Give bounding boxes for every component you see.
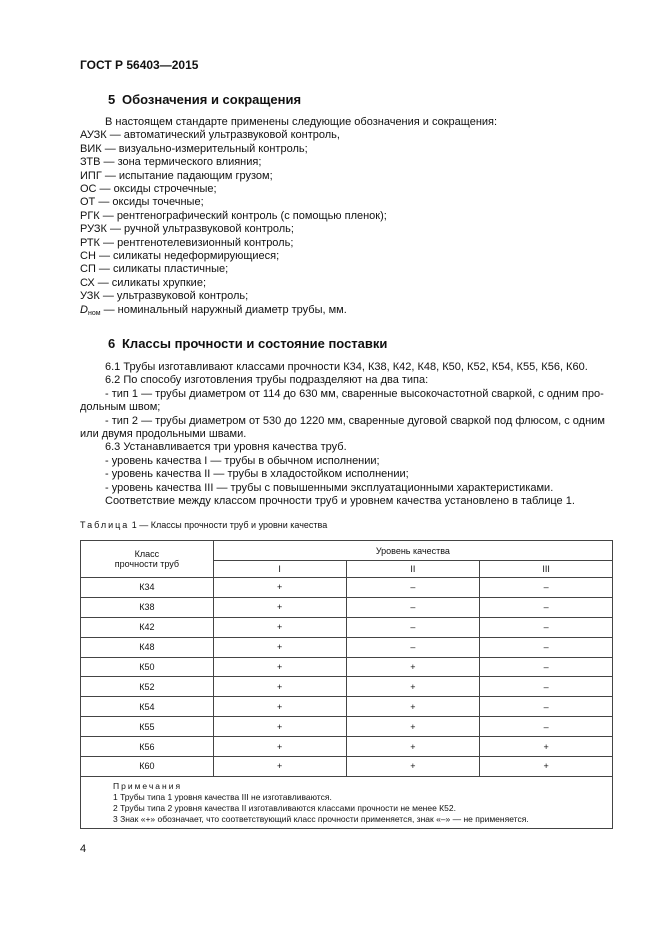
level-cell: – bbox=[346, 578, 480, 598]
level-cell: + bbox=[346, 677, 480, 697]
abbreviation-item: РУЗК — ручной ультразвуковой контроль; bbox=[80, 223, 294, 236]
table-row bbox=[81, 757, 613, 777]
level-cell: – bbox=[346, 617, 480, 637]
table-notes bbox=[81, 776, 613, 828]
paragraph-line: - уровень качества III — трубы с повышенными эксплуатационными характеристиками. bbox=[105, 481, 554, 494]
table-row bbox=[81, 657, 613, 677]
paragraph-line: или двумя продольными швами. bbox=[80, 428, 247, 441]
class-cell: К54 bbox=[81, 697, 214, 717]
table-caption-text: 1 — Классы прочности труб и уровни качества bbox=[129, 520, 328, 530]
level-cell: + bbox=[346, 757, 480, 777]
dnom-subscript: ном bbox=[87, 309, 101, 317]
table-header-row bbox=[81, 541, 613, 561]
level-cell: – bbox=[480, 578, 613, 598]
paragraph-line: дольным швом; bbox=[80, 401, 161, 414]
level-cell: – bbox=[480, 677, 613, 697]
note-item: 1 Трубы типа 1 уровня качества III не изготавливаются. bbox=[113, 791, 332, 802]
level-cell: + bbox=[480, 737, 613, 757]
level-cell: – bbox=[480, 637, 613, 657]
document-header: ГОСТ Р 56403—2015 bbox=[80, 58, 199, 72]
abbreviation-item: СХ — силикаты хрупкие; bbox=[80, 276, 206, 289]
level-cell: + bbox=[213, 717, 346, 737]
table-row bbox=[81, 578, 613, 598]
abbreviation-item: ЗТВ — зона термического влияния; bbox=[80, 156, 262, 169]
paragraph-line: - тип 2 — трубы диаметром от 530 до 1220 мм, сваренные дуговой сваркой под флюсом, с одним bbox=[105, 414, 605, 427]
abbreviation-item: РТК — рентгенотелевизионный контроль; bbox=[80, 236, 294, 249]
dnom-text: — номинальный наружный диаметр трубы, мм. bbox=[100, 303, 347, 316]
abbreviation-item: РГК — рентгенографический контроль (с помощью пленок); bbox=[80, 209, 387, 222]
abbreviation-item: АУЗК — автоматический ультразвуковой контроль, bbox=[80, 129, 340, 142]
class-column-header bbox=[81, 541, 214, 578]
notes-title: Примечания bbox=[113, 780, 183, 791]
class-cell: К34 bbox=[81, 578, 214, 598]
level-cell: – bbox=[346, 597, 480, 617]
section-6-title: Классы прочности и состояние поставки bbox=[122, 336, 388, 351]
class-cell: К42 bbox=[81, 617, 214, 637]
level-cell: – bbox=[480, 657, 613, 677]
level-cell: – bbox=[480, 617, 613, 637]
table-row bbox=[81, 697, 613, 717]
class-cell: К38 bbox=[81, 597, 214, 617]
level-cell: + bbox=[213, 737, 346, 757]
table-caption bbox=[80, 520, 327, 530]
class-cell: К50 bbox=[81, 657, 214, 677]
paragraph-line: 6.2 По способу изготовления трубы подразделяют на два типа: bbox=[105, 374, 429, 387]
section-6-heading bbox=[108, 336, 387, 351]
level-cell: + bbox=[346, 657, 480, 677]
level-cell: + bbox=[213, 578, 346, 598]
level-cell: + bbox=[213, 757, 346, 777]
level-cell: + bbox=[346, 697, 480, 717]
section-6-body bbox=[80, 361, 605, 508]
table-row bbox=[81, 617, 613, 637]
class-header-line2: прочности труб bbox=[114, 559, 180, 569]
table-row bbox=[81, 637, 613, 657]
paragraph-line: - уровень качества II — трубы в хладостойком исполнении; bbox=[105, 468, 409, 481]
level-cell: + bbox=[480, 757, 613, 777]
abbreviations-intro: В настоящем стандарте применены следующие обозначения и сокращения: bbox=[105, 116, 498, 128]
abbreviation-item: ИПГ — испытание падающим грузом; bbox=[80, 169, 273, 182]
level-cell: – bbox=[480, 717, 613, 737]
abbreviation-item: ОС — оксиды строчечные; bbox=[80, 183, 217, 196]
abbreviation-item: СН — силикаты недеформирующиеся; bbox=[80, 250, 280, 263]
paragraph-line: Соответствие между классом прочности труб и уровнем качества установлено в таблице 1. bbox=[105, 495, 575, 508]
section-6-number: 6 bbox=[108, 336, 116, 351]
abbreviation-item-dnom bbox=[80, 304, 600, 320]
abbreviation-item: УЗК — ультразвуковой контроль; bbox=[80, 290, 249, 303]
abbreviations-list bbox=[80, 116, 600, 320]
page-number: 4 bbox=[80, 843, 87, 855]
table-caption-word: Таблица bbox=[80, 520, 130, 530]
table-notes-row bbox=[81, 776, 613, 828]
class-cell: К52 bbox=[81, 677, 214, 697]
paragraph-line: - уровень качества I — трубы в обычном исполнении; bbox=[105, 454, 380, 467]
paragraph-line: 6.1 Трубы изготавливают классами прочности К34, К38, К42, К48, К50, К52, К54, К55, К56, К60. bbox=[105, 361, 588, 373]
level-header-cell: II bbox=[346, 561, 480, 578]
class-cell: К48 bbox=[81, 637, 214, 657]
level-cell: + bbox=[213, 677, 346, 697]
level-cell: – bbox=[346, 637, 480, 657]
level-cell: + bbox=[346, 717, 480, 737]
class-cell: К56 bbox=[81, 737, 214, 757]
section-5-title: Обозначения и сокращения bbox=[122, 92, 302, 107]
level-cell: – bbox=[480, 697, 613, 717]
level-cell: + bbox=[213, 597, 346, 617]
abbreviation-item: ВИК — визуально-измерительный контроль; bbox=[80, 142, 308, 155]
table-row bbox=[81, 597, 613, 617]
paragraph-line: 6.3 Устанавливается три уровня качества труб. bbox=[105, 441, 347, 454]
dnom-symbol: D bbox=[80, 303, 88, 316]
level-cell: + bbox=[213, 657, 346, 677]
level-cell: – bbox=[480, 597, 613, 617]
note-item: 2 Трубы типа 2 уровня качества II изготавливаются классами прочности не менее К52. bbox=[113, 802, 456, 813]
level-header-cell: III bbox=[480, 561, 613, 578]
level-cell: + bbox=[213, 617, 346, 637]
abbreviation-item: СП — силикаты пластичные; bbox=[80, 263, 229, 276]
class-header-line1: Класс bbox=[134, 549, 160, 559]
table-row bbox=[81, 677, 613, 697]
table-row bbox=[81, 717, 613, 737]
level-cell: + bbox=[213, 697, 346, 717]
level-cell: + bbox=[213, 637, 346, 657]
note-item: 3 Знак «+» обозначает, что соответствующий класс прочности применяется, знак «–» — не применяется. bbox=[113, 813, 529, 824]
table-row bbox=[81, 737, 613, 757]
paragraph-line: - тип 1 — трубы диаметром от 114 до 630 мм, сваренные высокочастотной сваркой, с одним про- bbox=[105, 387, 604, 400]
class-cell: К60 bbox=[81, 757, 214, 777]
level-column-header: Уровень качества bbox=[213, 541, 612, 561]
level-header-cell: I bbox=[213, 561, 346, 578]
abbreviation-item: ОТ — оксиды точечные; bbox=[80, 196, 204, 209]
section-5-number: 5 bbox=[108, 92, 116, 107]
section-5-heading bbox=[108, 92, 301, 107]
strength-classes-table bbox=[80, 540, 613, 829]
level-cell: + bbox=[346, 737, 480, 757]
class-cell: К55 bbox=[81, 717, 214, 737]
